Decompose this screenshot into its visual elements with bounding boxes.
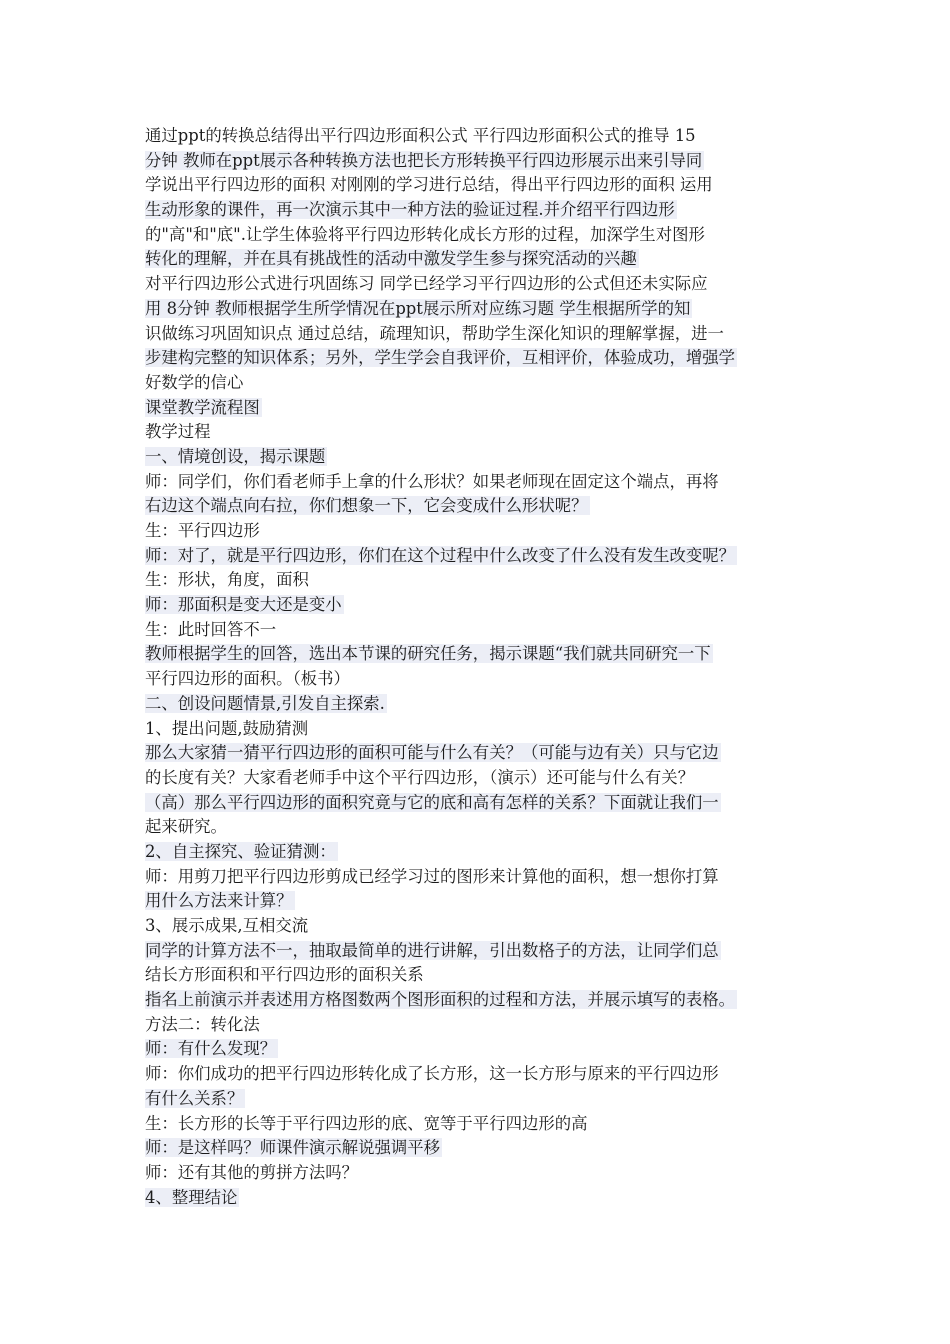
text-line <box>145 371 825 396</box>
text-line-content: 二、创设问题情景,引发自主探索. <box>145 693 385 713</box>
text-line <box>145 223 825 248</box>
text-line-content: 起来研究。 <box>145 817 227 837</box>
text-line-content: 师：还有其他的剪拼方法吗？ <box>145 1162 359 1182</box>
text-line <box>145 470 825 495</box>
text-line-content: 的"高"和"底".让学生体验将平行四边形转化成长方形的过程，加深学生对图形 <box>145 224 705 244</box>
text-line <box>145 420 825 445</box>
text-line-content: 分钟 教师在ppt展示各种转换方法也把长方形转换平行四边形展示出来引导同 <box>145 150 703 170</box>
text-line <box>145 865 825 890</box>
text-line-content: 一、情境创设，揭示课题 <box>145 446 326 466</box>
text-line-content: 那么大家猜一猜平行四边形的面积可能与什么有关？（可能与边有关）只与它边 <box>145 743 719 763</box>
text-line-content: 师：对了，就是平行四边形，你们在这个过程中什么改变了什么没有发生改变呢？ <box>145 545 736 565</box>
text-line-content: 生：形状，角度，面积 <box>145 570 309 590</box>
text-line <box>145 840 825 865</box>
text-line <box>145 297 825 322</box>
text-line <box>145 149 825 174</box>
text-line <box>145 494 825 519</box>
text-line-content: 方法二：转化法 <box>145 1014 260 1034</box>
text-line <box>145 717 825 742</box>
text-line-content: 用什么方法来计算？ <box>145 891 293 911</box>
text-line <box>145 1112 825 1137</box>
text-line <box>145 889 825 914</box>
text-line <box>145 914 825 939</box>
text-line <box>145 1161 825 1186</box>
text-line <box>145 1136 825 1161</box>
text-line-content: 平行四边形的面积。（板书） <box>145 669 350 689</box>
text-line-content: 生动形象的课件，再一次演示其中一种方法的验证过程.并介绍平行四边形 <box>145 200 675 220</box>
text-line-content: 通过ppt的转换总结得出平行四边形面积公式 平行四边形面积公式的推导 15 <box>145 126 696 145</box>
text-line-content: 1、提出问题,鼓励猜测 <box>145 718 309 738</box>
text-line-content: 生：平行四边形 <box>145 521 260 540</box>
text-line-content: 师：那面积是变大还是变小 <box>145 595 342 615</box>
text-line-content: 教学过程 <box>145 422 211 442</box>
text-line <box>145 1087 825 1112</box>
text-line <box>145 1186 825 1211</box>
text-line <box>145 667 825 692</box>
text-line <box>145 198 825 223</box>
text-line <box>145 642 825 667</box>
text-line-content: 生：此时回答不一 <box>145 619 277 639</box>
text-line-content: 的长度有关？大家看老师手中这个平行四边形，（演示）还可能与什么有关？ <box>145 767 695 787</box>
text-line-content: （高）那么平行四边形的面积究竟与它的底和高有怎样的关系？下面就让我们一 <box>145 792 719 812</box>
text-line-content: 2、自主探究、验证猜测： <box>145 841 336 861</box>
text-line-content: 教师根据学生的回答，选出本节课的研究任务，揭示课题“我们就共同研究一下 <box>145 644 711 664</box>
text-line <box>145 568 825 593</box>
text-line-content: 4、整理结论 <box>145 1187 238 1207</box>
text-line-content: 师：用剪刀把平行四边形剪成已经学习过的图形来计算他的面积，想一想你打算 <box>145 866 719 886</box>
text-line-content: 学说出平行四边形的面积 对刚刚的学习进行总结，得出平行四边形的面积 运用 <box>145 175 713 195</box>
text-line <box>145 939 825 964</box>
document-body <box>145 124 825 1210</box>
text-line <box>145 791 825 816</box>
text-line <box>145 346 825 371</box>
text-line-content: 有什么关系？ <box>145 1088 244 1108</box>
text-line <box>145 593 825 618</box>
text-line <box>145 322 825 347</box>
text-line-content: 结长方形面积和平行四边形的面积关系 <box>145 965 424 985</box>
text-line <box>145 815 825 840</box>
text-line <box>145 1062 825 1087</box>
text-line <box>145 396 825 421</box>
text-line <box>145 544 825 569</box>
text-line <box>145 272 825 297</box>
text-line-content: 课堂教学流程图 <box>145 397 260 417</box>
text-line <box>145 692 825 717</box>
text-line-content: 3、展示成果,互相交流 <box>145 916 309 935</box>
text-line <box>145 1037 825 1062</box>
text-line-content: 用 8分钟 教师根据学生所学情况在ppt展示所对应练习题 学生根据所学的知 <box>145 298 691 318</box>
text-line <box>145 519 825 544</box>
text-line-content: 同学的计算方法不一，抽取最简单的进行讲解，引出数格子的方法，让同学们总 <box>145 940 719 960</box>
text-line-content: 转化的理解，并在具有挑战性的活动中激发学生参与探究活动的兴趣 <box>145 249 637 269</box>
text-line <box>145 618 825 643</box>
text-line-content: 师：有什么发现？ <box>145 1039 277 1059</box>
text-line-content: 生：长方形的长等于平行四边形的底、宽等于平行四边形的高 <box>145 1113 588 1133</box>
text-line <box>145 766 825 791</box>
text-line-content: 识做练习巩固知识点 通过总结，疏理知识，帮助学生深化知识的理解掌握，进一 <box>145 323 724 343</box>
text-line <box>145 988 825 1013</box>
text-line <box>145 741 825 766</box>
text-line <box>145 173 825 198</box>
text-line-content: 好数学的信心 <box>145 372 244 392</box>
text-line-content: 步建构完整的知识体系；另外，学生学会自我评价，互相评价，体验成功，增强学 <box>145 348 736 368</box>
text-line-content: 师：同学们，你们看老师手上拿的什么形状？如果老师现在固定这个端点，再将 <box>145 471 719 491</box>
text-line <box>145 963 825 988</box>
text-line-content: 师：是这样吗？师课件演示解说强调平移 <box>145 1138 441 1158</box>
text-line-content: 指名上前演示并表述用方格图数两个图形面积的过程和方法，并展示填写的表格。 <box>145 990 736 1010</box>
text-line <box>145 445 825 470</box>
text-line-content: 对平行四边形公式进行巩固练习 同学已经学习平行四边形的公式但还未实际应 <box>145 274 708 294</box>
text-line-content: 右边这个端点向右拉，你们想象一下，它会变成什么形状呢？ <box>145 496 588 516</box>
text-line <box>145 124 825 149</box>
text-line <box>145 1013 825 1038</box>
text-line-content: 师：你们成功的把平行四边形转化成了长方形，这一长方形与原来的平行四边形 <box>145 1064 719 1084</box>
text-line <box>145 247 825 272</box>
